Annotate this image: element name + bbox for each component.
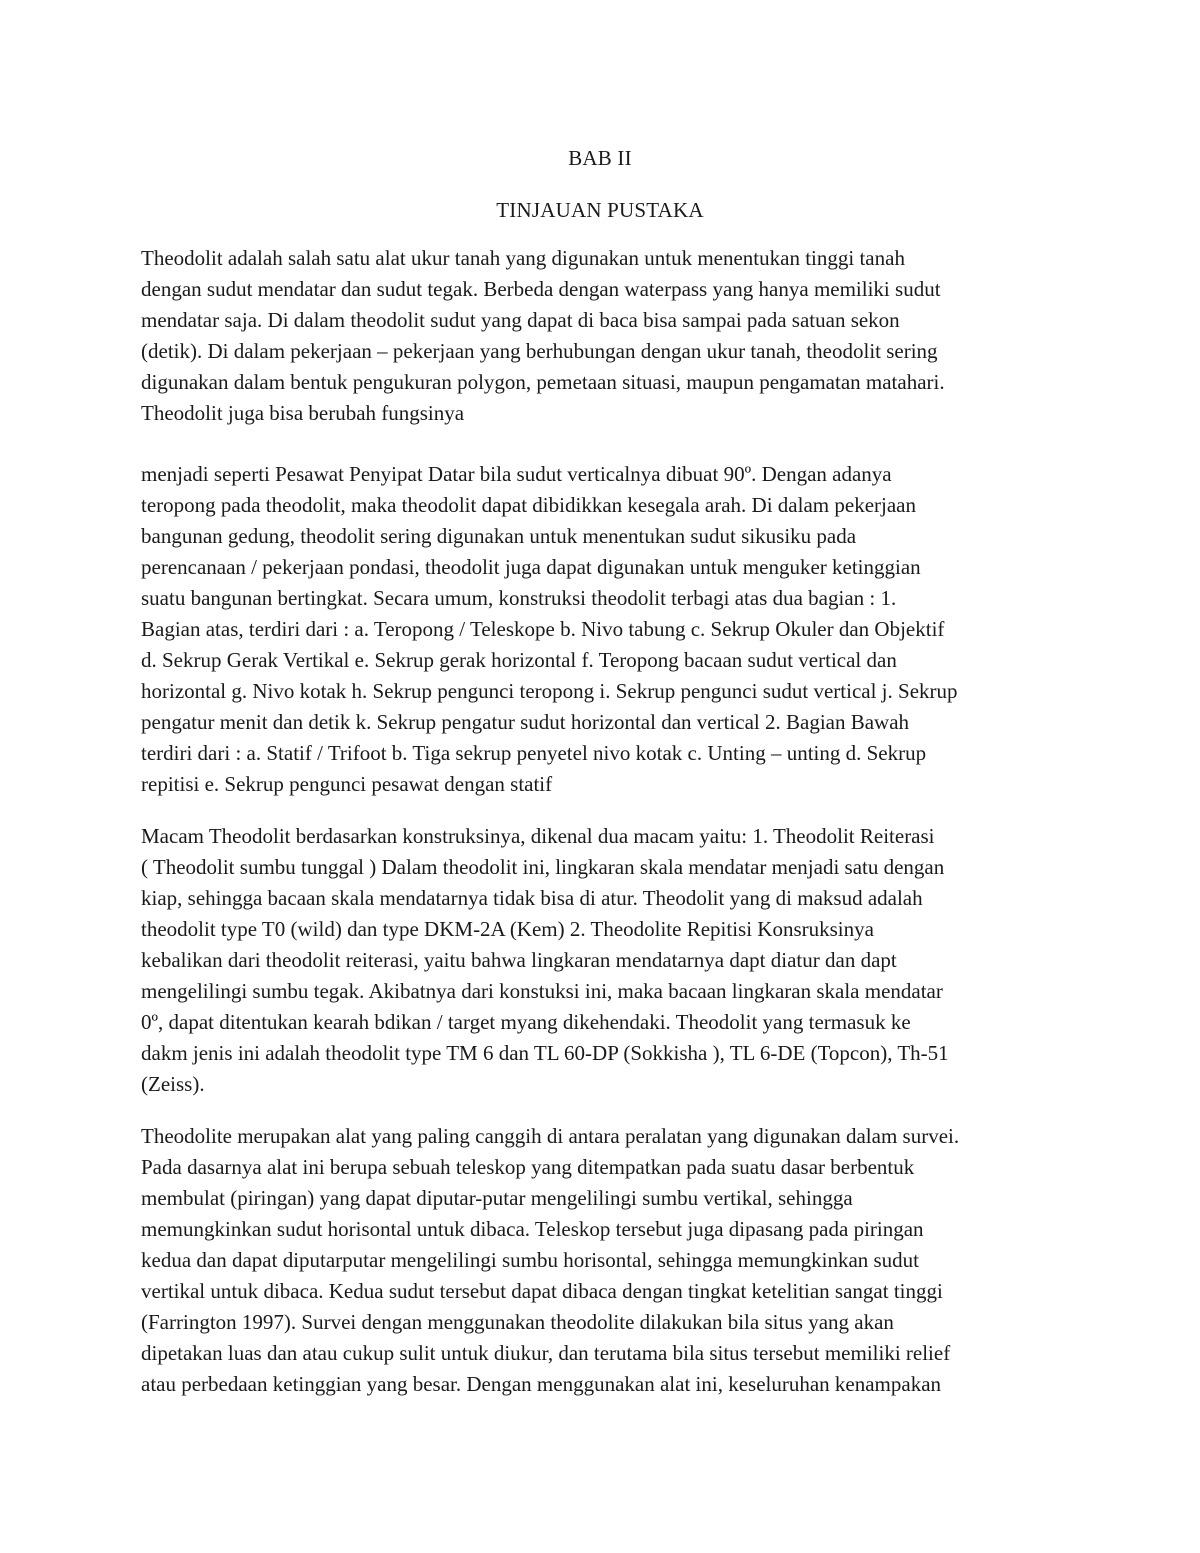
text-line: menjadi seperti Pesawat Penyipat Datar bila sudut verticalnya dibuat 90º. Dengan adanya — [141, 462, 892, 486]
text-line: dipetakan luas dan atau cukup sulit untuk diukur, dan terutama bila situs tersebut memiliki relief — [141, 1341, 951, 1365]
text-line: kiap, sehingga bacaan skala mendatarnya tidak bisa di atur. Theodolit yang di maksud adalah — [141, 886, 923, 910]
text-line: (Zeiss). — [141, 1072, 205, 1096]
text-line: mendatar saja. Di dalam theodolit sudut yang dapat di baca bisa sampai pada satuan sekon — [141, 308, 900, 332]
text-line: repitisi e. Sekrup pengunci pesawat dengan statif — [141, 772, 553, 796]
paragraph-1 — [141, 243, 1066, 429]
text-line: teropong pada theodolit, maka theodolit dapat dibidikkan kesegala arah. Di dalam pekerjaan — [141, 493, 916, 517]
text-line: Theodolit juga bisa berubah fungsinya — [141, 401, 465, 425]
text-line: kedua dan dapat diputarputar mengelilingi sumbu horisontal, sehingga memungkinkan sudut — [141, 1248, 920, 1272]
paragraph-2 — [141, 459, 1066, 800]
text-line: mengelilingi sumbu tegak. Akibatnya dari konstuksi ini, maka bacaan lingkaran skala mendatar — [141, 979, 943, 1003]
text-line: dakm jenis ini adalah theodolit type TM 6 dan TL 60-DP (Sokkisha ), TL 6-DE (Topcon), Th-51 — [141, 1041, 949, 1065]
chapter-title: TINJAUAN PUSTAKA — [496, 198, 704, 222]
text-line: kebalikan dari theodolit reiterasi, yaitu bahwa lingkaran mendatarnya dapt diatur dan dapt — [141, 948, 897, 972]
text-line: digunakan dalam bentuk pengukuran polygon, pemetaan situasi, maupun pengamatan matahari. — [141, 370, 945, 394]
text-line: terdiri dari : a. Statif / Trifoot b. Tiga sekrup penyetel nivo kotak c. Unting – unting d. Sekrup — [141, 741, 927, 765]
text-line: suatu bangunan bertingkat. Secara umum, konstruksi theodolit terbagi atas dua bagian : 1. — [141, 586, 897, 610]
text-line: d. Sekrup Gerak Vertikal e. Sekrup gerak horizontal f. Teropong bacaan sudut vertical dan — [141, 648, 897, 672]
text-line: Theodolite merupakan alat yang paling canggih di antara peralatan yang digunakan dalam survei. — [141, 1124, 960, 1148]
paragraph-3 — [141, 821, 1066, 1100]
text-line: Theodolit adalah salah satu alat ukur tanah yang digunakan untuk menentukan tinggi tanah — [141, 246, 905, 270]
text-line: Pada dasarnya alat ini berupa sebuah teleskop yang ditempatkan pada suatu dasar berbentuk — [141, 1155, 915, 1179]
text-line: atau perbedaan ketinggian yang besar. Dengan menggunakan alat ini, keseluruhan kenampakan — [141, 1372, 942, 1396]
text-line: bangunan gedung, theodolit sering digunakan untuk menentukan sudut sikusiku pada — [141, 524, 857, 548]
text-line: ( Theodolit sumbu tunggal ) Dalam theodolit ini, lingkaran skala mendatar menjadi satu dengan — [141, 855, 945, 879]
paragraph-4 — [141, 1121, 1066, 1400]
text-line: Macam Theodolit berdasarkan konstruksinya, dikenal dua macam yaitu: 1. Theodolit Reiterasi — [141, 824, 935, 848]
text-line: perencanaan / pekerjaan pondasi, theodolit juga dapat digunakan untuk menguker ketinggian — [141, 555, 921, 579]
text-line: 0º, dapat ditentukan kearah bdikan / target myang dikehendaki. Theodolit yang termasuk ke — [141, 1010, 911, 1034]
text-line: dengan sudut mendatar dan sudut tegak. Berbeda dengan waterpass yang hanya memiliki sudut — [141, 277, 941, 301]
text-line: vertikal untuk dibaca. Kedua sudut tersebut dapat dibaca dengan tingkat ketelitian sangat tinggi — [141, 1279, 943, 1303]
text-line: (detik). Di dalam pekerjaan – pekerjaan yang berhubungan dengan ukur tanah, theodolit sering — [141, 339, 938, 363]
text-line: pengatur menit dan detik k. Sekrup pengatur sudut horizontal dan vertical 2. Bagian Bawah — [141, 710, 910, 734]
chapter-heading: BAB II — [568, 146, 632, 170]
text-line: (Farrington 1997). Survei dengan menggunakan theodolite dilakukan bila situs yang akan — [141, 1310, 894, 1334]
text-line: Bagian atas, terdiri dari : a. Teropong / Teleskope b. Nivo tabung c. Sekrup Okuler dan Objektif — [141, 617, 945, 641]
text-line: theodolit type T0 (wild) dan type DKM-2A (Kem) 2. Theodolite Repitisi Konsruksinya — [141, 917, 874, 941]
text-line: horizontal g. Nivo kotak h. Sekrup pengunci teropong i. Sekrup pengunci sudut vertical j. Sekrup — [141, 679, 958, 703]
text-line: memungkinkan sudut horisontal untuk dibaca. Teleskop tersebut juga dipasang pada piringan — [141, 1217, 924, 1241]
text-line: membulat (piringan) yang dapat diputar-putar mengelilingi sumbu vertikal, sehingga — [141, 1186, 853, 1210]
